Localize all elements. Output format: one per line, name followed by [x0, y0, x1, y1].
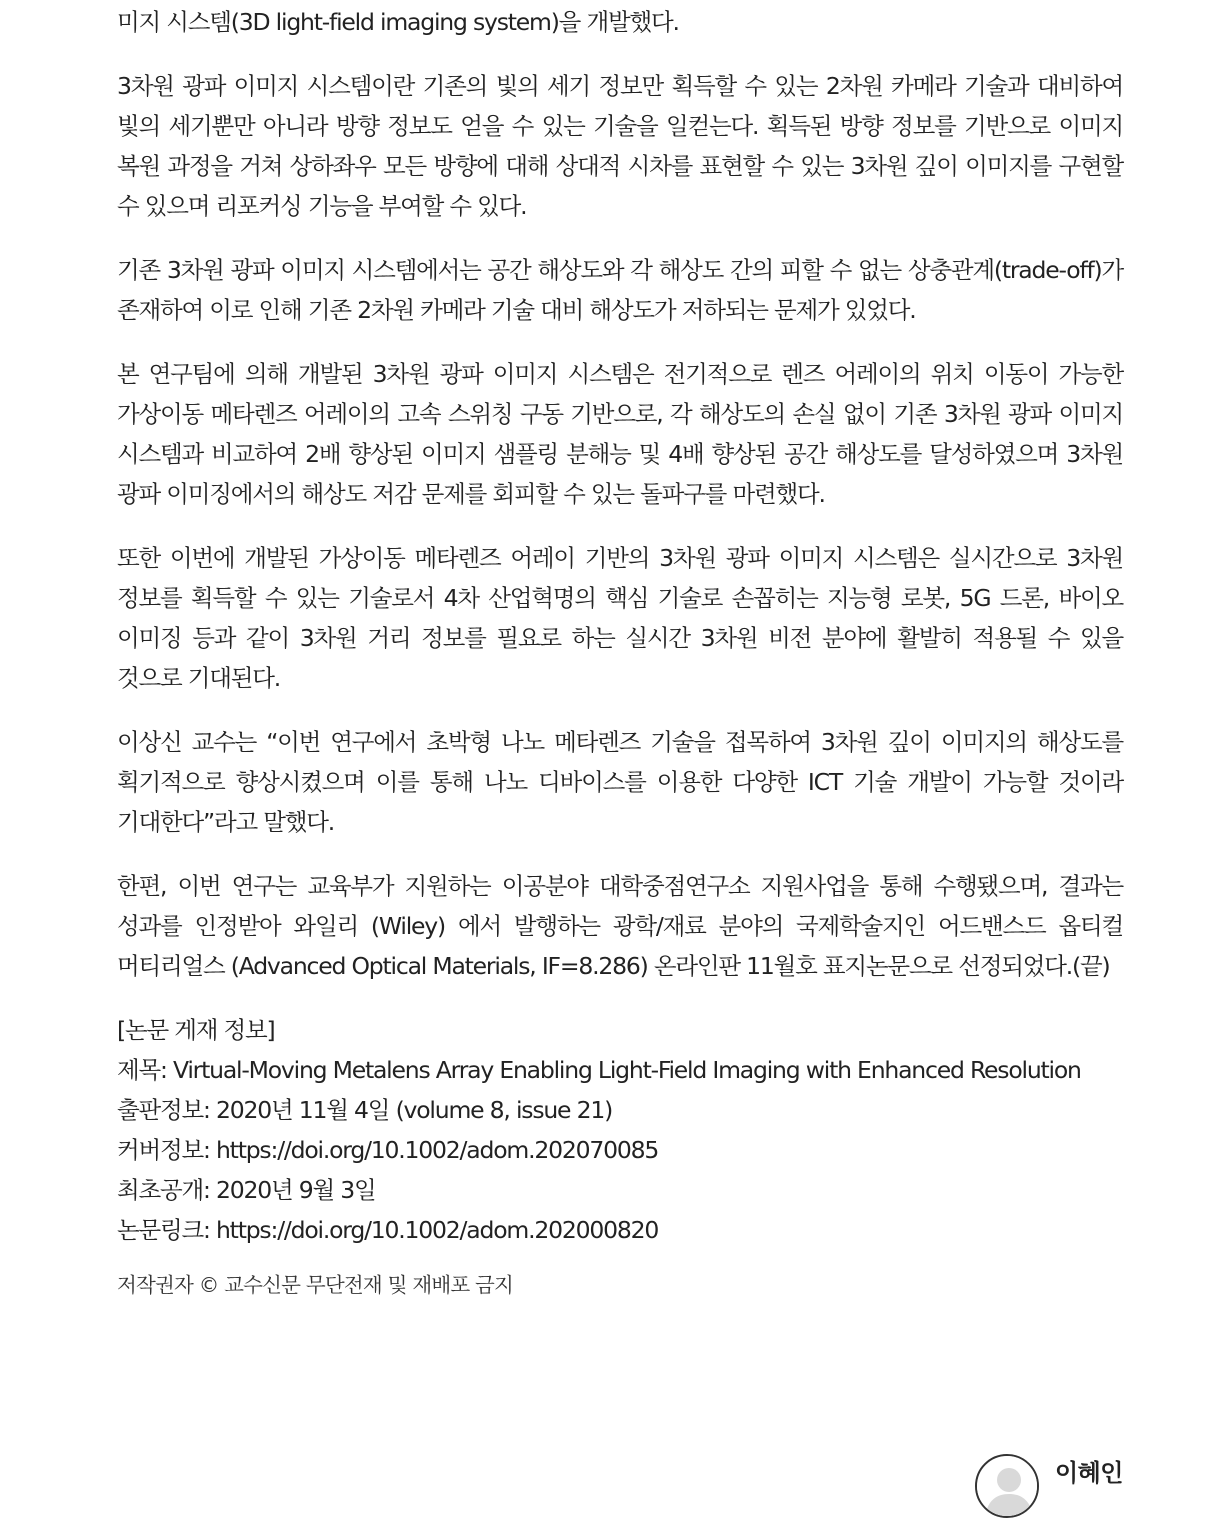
- article-paragraph: 한편, 이번 연구는 교육부가 지원하는 이공분야 대학중점연구소 지원사업을 통해 수행됐으며, 결과는 성과를 인정받아 와일리 (Wiley) 에서 발행하는 광학/재료 분야의 국제학술지인 어드밴스드 옵티컬 머티리얼스 (Advanced Optical Materials, IF=8.286) 온라인판 11월호 표지논문으로 선정되었다.(끝): [117, 872, 1123, 980]
- paper-link-line: 논문링크: https://doi.org/10.1002/adom.202000820: [117, 1216, 659, 1244]
- article-body: [117, 0, 1123, 1300]
- paper-publication-line: 출판정보: 2020년 11월 4일 (volume 8, issue 21): [117, 1096, 613, 1124]
- paper-title-line: 제목: Virtual-Moving Metalens Array Enabling Light-Field Imaging with Enhanced Resolution: [117, 1056, 1081, 1084]
- article-paragraph: 3차원 광파 이미지 시스템이란 기존의 빛의 세기 정보만 획득할 수 있는 2차원 카메라 기술과 대비하여 빛의 세기뿐만 아니라 방향 정보도 얻을 수 있는 기술을 일컫는다. 획득된 방향 정보를 기반으로 이미지 복원 과정을 거쳐 상하좌우 모든 방향에 대해 상대적 시차를 표현할 수 있는 3차원 깊이 이미지를 구현할 수 있으며 리포커싱 기능을 부여할 수 있다.: [117, 72, 1123, 220]
- paper-first-release-line: 최초공개: 2020년 9월 3일: [117, 1176, 376, 1204]
- article-paragraph: 본 연구팀에 의해 개발된 3차원 광파 이미지 시스템은 전기적으로 렌즈 어레이의 위치 이동이 가능한 가상이동 메타렌즈 어레이의 고속 스위칭 구동 기반으로, 각 해상도의 손실 없이 기존 3차원 광파 이미지 시스템과 비교하여 2배 향상된 이미지 샘플링 분해능 및 4배 향상된 공간 해상도를 달성하였으며 3차원 광파 이미징에서의 해상도 저감 문제를 회피할 수 있는 돌파구를 마련했다.: [117, 360, 1123, 508]
- author-name[interactable]: 이혜인: [1054, 1459, 1123, 1487]
- paper-info-heading: [논문 게재 정보]: [117, 1016, 275, 1044]
- paper-info-block: [117, 1010, 1123, 1250]
- article-paragraph: 또한 이번에 개발된 가상이동 메타렌즈 어레이 기반의 3차원 광파 이미지 시스템은 실시간으로 3차원 정보를 획득할 수 있는 기술로서 4차 산업혁명의 핵심 기술로 손꼽히는 지능형 로봇, 5G 드론, 바이오 이미징 등과 같이 3차원 거리 정보를 필요로 하는 실시간 3차원 비전 분야에 활발히 적용될 수 있을 것으로 기대된다.: [117, 544, 1123, 692]
- avatar[interactable]: [975, 1454, 1039, 1518]
- article-paragraph: 미지 시스템(3D light-field imaging system)을 개발했다.: [117, 8, 679, 36]
- default-user-avatar-icon: [977, 1456, 1039, 1518]
- paper-cover-line: 커버정보: https://doi.org/10.1002/adom.202070085: [117, 1136, 659, 1164]
- article-paragraph: 기존 3차원 광파 이미지 시스템에서는 공간 해상도와 각 해상도 간의 피할 수 없는 상충관계(trade-off)가 존재하여 이로 인해 기존 2차원 카메라 기술 대비 해상도가 저하되는 문제가 있었다.: [117, 256, 1123, 324]
- author-byline[interactable]: [975, 1454, 1123, 1518]
- copyright-notice: 저작권자 © 교수신문 무단전재 및 재배포 금지: [117, 1273, 514, 1297]
- article-paragraph: 이상신 교수는 “이번 연구에서 초박형 나노 메타렌즈 기술을 접목하여 3차원 깊이 이미지의 해상도를 획기적으로 향상시켰으며 이를 통해 나노 디바이스를 이용한 다양한 ICT 기술 개발이 가능할 것이라 기대한다”라고 말했다.: [117, 728, 1123, 836]
